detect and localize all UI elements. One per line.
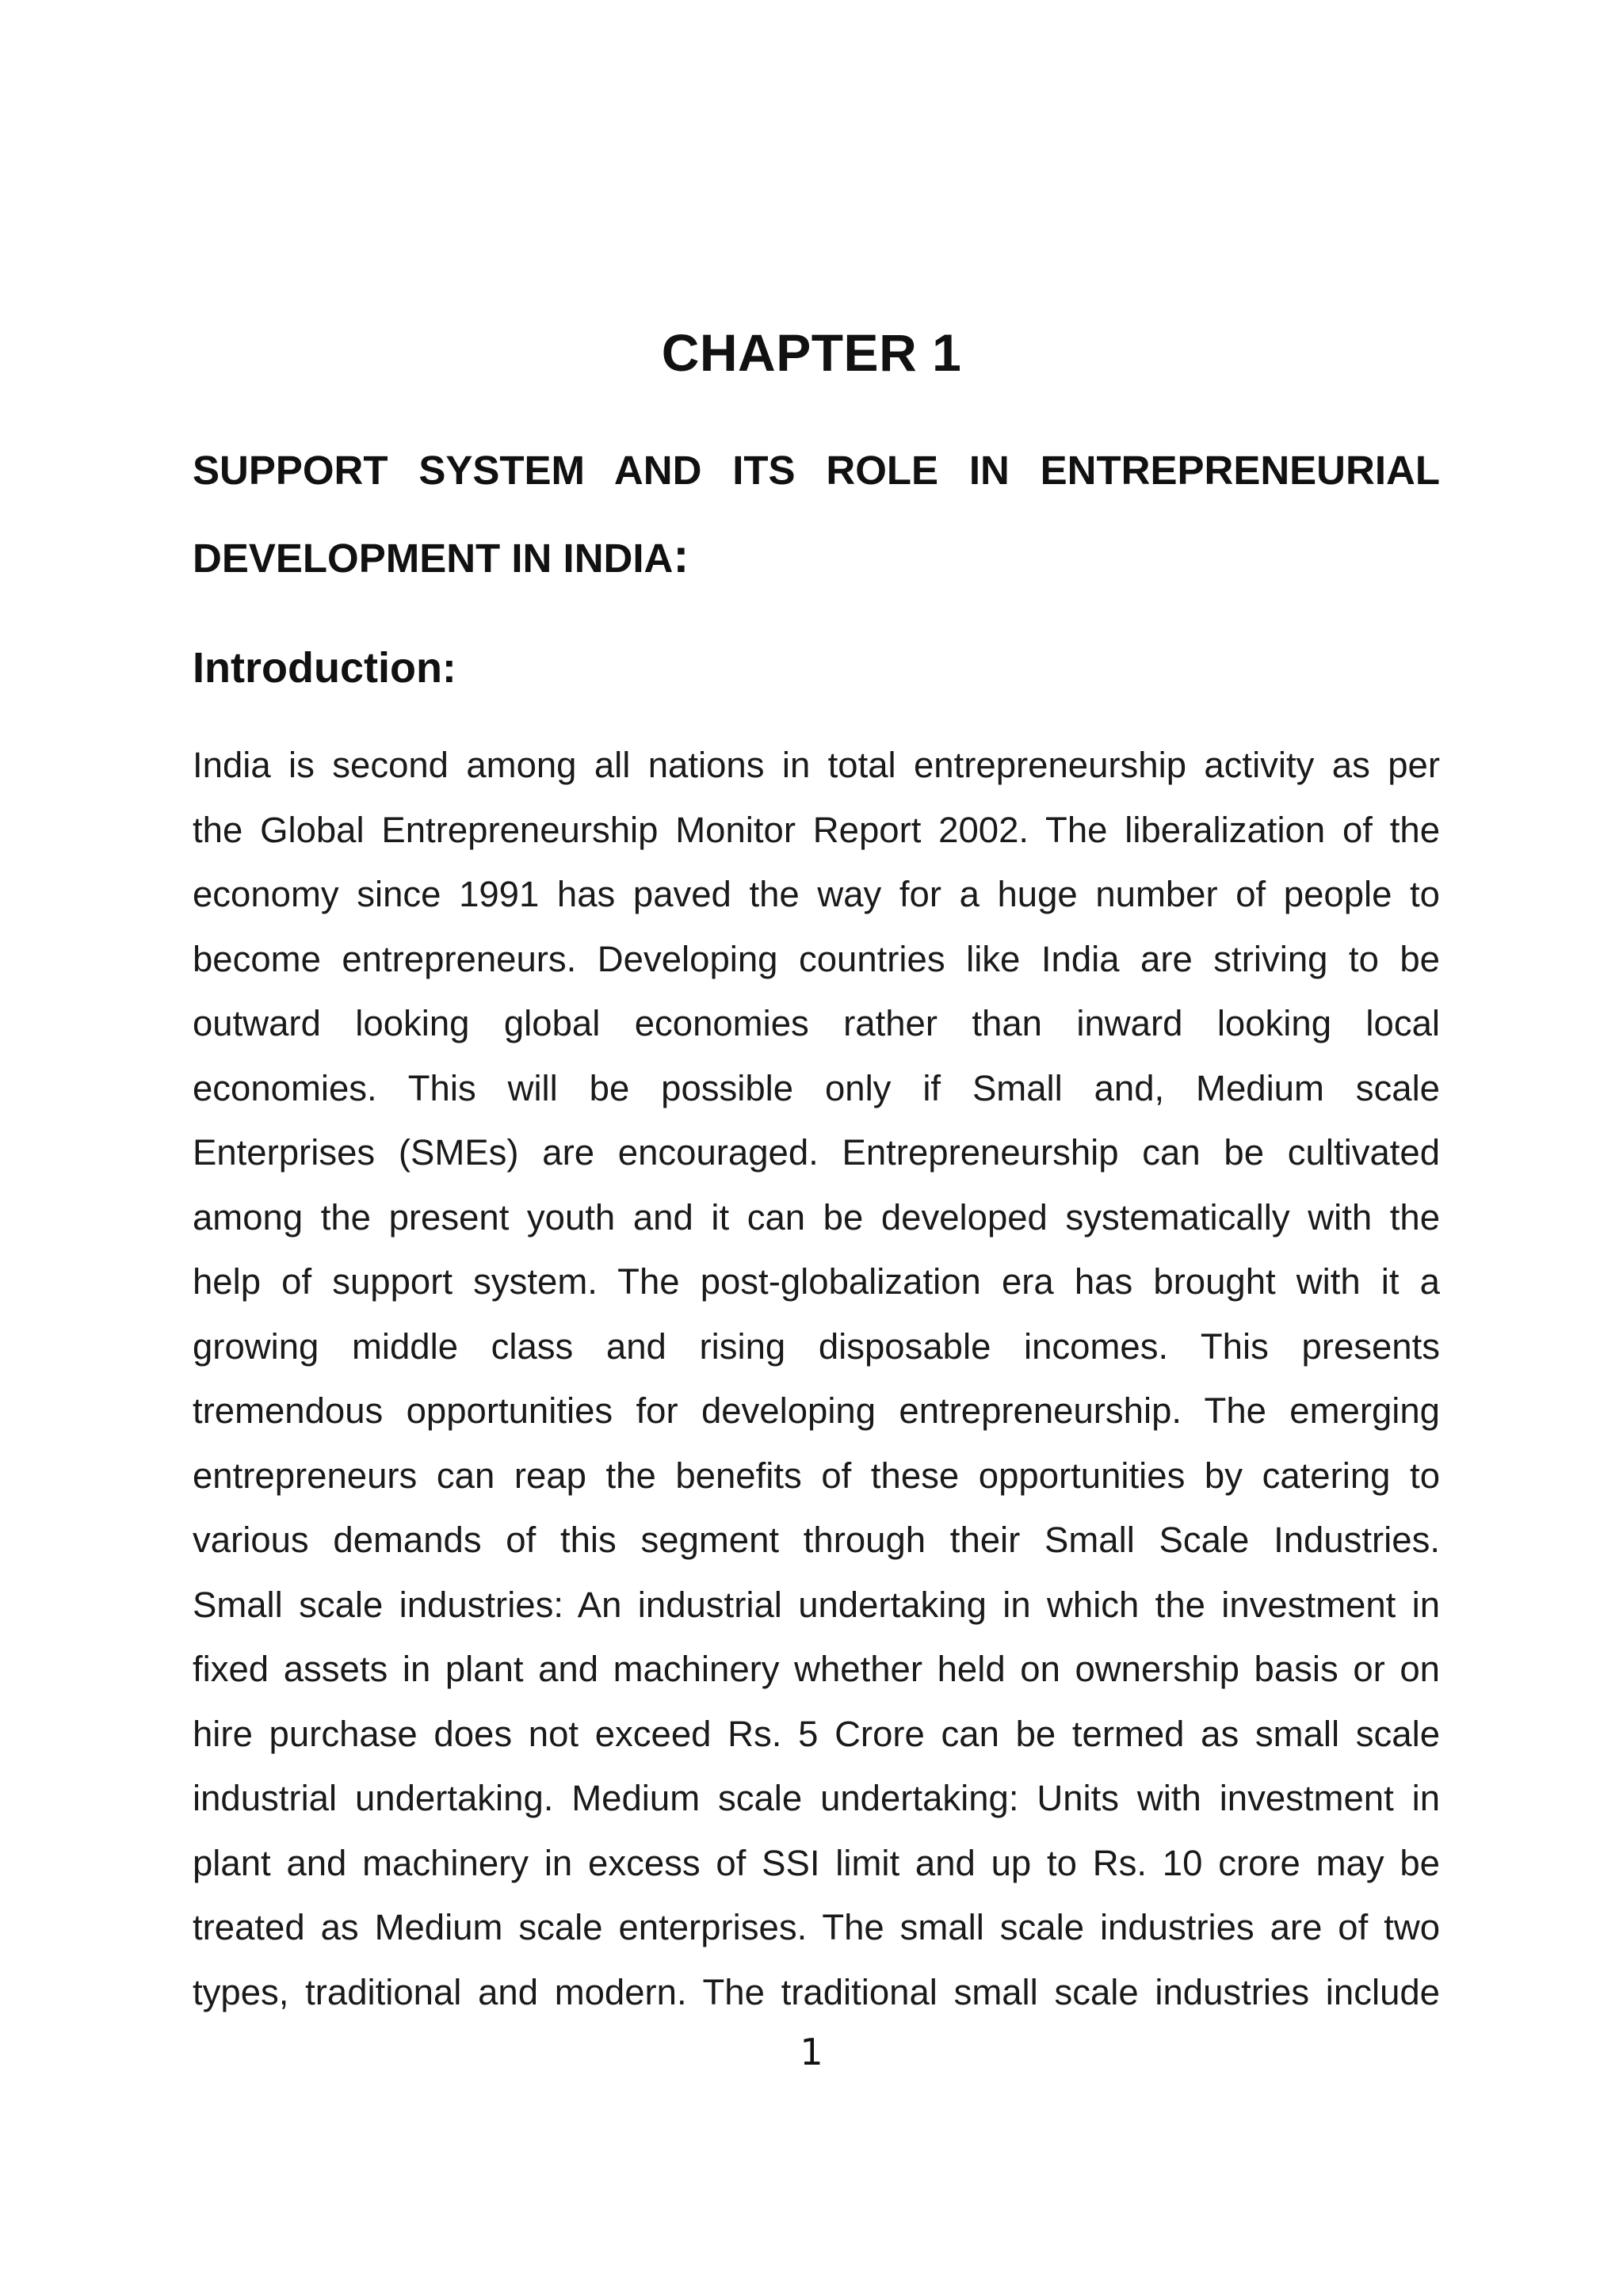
introduction-paragraph (193, 733, 1440, 2024)
paragraph-line: tremendous opportunities for developing entrepreneurship. The emerging (193, 1390, 1440, 1431)
paragraph-line: Small scale industries: An industrial undertaking in which the investment in (193, 1584, 1440, 1625)
paragraph-line: economy since 1991 has paved the way for a huge number of people to (193, 874, 1440, 914)
paragraph-line: Enterprises (SMEs) are encouraged. Entrepreneurship can be cultivated (193, 1132, 1440, 1173)
section-heading-line-2-text: DEVELOPMENT IN INDIA (193, 536, 674, 581)
paragraph-line: economies. This will be possible only if Small and, Medium scale (193, 1067, 1440, 1108)
paragraph-line: entrepreneurs can reap the benefits of these opportunities by catering to (193, 1455, 1440, 1496)
paragraph-line: hire purchase does not exceed Rs. 5 Crore can be termed as small scale (193, 1713, 1440, 1754)
paragraph-line: types, traditional and modern. The traditional small scale industries include (193, 1971, 1440, 2012)
section-heading-line-1: SUPPORT SYSTEM AND ITS ROLE IN ENTREPRENEURIAL (193, 448, 1440, 493)
paragraph-line: various demands of this segment through their Small Scale Industries. (193, 1520, 1440, 1560)
paragraph-line: treated as Medium scale enterprises. The small scale industries are of two (193, 1907, 1440, 1947)
section-heading-line-2 (193, 513, 1440, 601)
section-heading (193, 428, 1440, 601)
paragraph-line: growing middle class and rising disposable incomes. This presents (193, 1325, 1440, 1367)
paragraph-line: help of support system. The post-globalization era has brought with it a (193, 1261, 1440, 1302)
introduction-heading: Introduction: (193, 644, 456, 692)
paragraph-line: among the present youth and it can be developed systematically with the (193, 1196, 1440, 1238)
paragraph-line: become entrepreneurs. Developing countries like India are striving to be (193, 938, 1440, 979)
paragraph-line: fixed assets in plant and machinery whether held on ownership basis or on (193, 1649, 1440, 1689)
paragraph-line: plant and machinery in excess of SSI limit and up to Rs. 10 crore may be (193, 1842, 1440, 1883)
section-heading-colon: : (673, 529, 689, 582)
paragraph-line: outward looking global economies rather than inward looking local (193, 1003, 1440, 1043)
paragraph-line: the Global Entrepreneurship Monitor Report 2002. The liberalization of the (193, 809, 1440, 850)
paragraph-line: India is second among all nations in total entrepreneurship activity as per (193, 745, 1440, 785)
page-number: 1 (800, 2031, 823, 2073)
chapter-title: CHAPTER 1 (661, 323, 962, 382)
paragraph-line: industrial undertaking. Medium scale undertaking: Units with investment in (193, 1778, 1440, 1818)
